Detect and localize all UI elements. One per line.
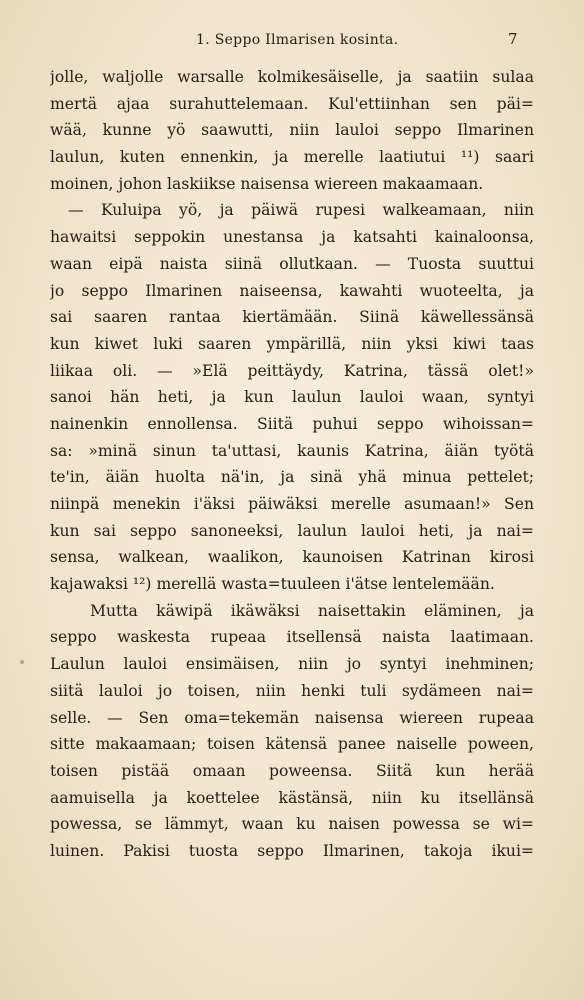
text-line: te'in, äiän huolta nä'in, ja sinä yhä minua pettelet; <box>50 468 534 487</box>
text-line: sitte makaamaan; toisen kätensä panee naiselle poween, <box>50 735 534 754</box>
text-line: wää, kunne yö saawutti, niin lauloi seppo Ilmarinen <box>50 121 534 140</box>
text-line: — Kuluipa yö, ja päiwä rupesi walkeamaan, niin <box>68 201 534 220</box>
text-line: nainenkin ennollensa. Siitä puhui seppo wihoissan= <box>50 414 534 433</box>
text-line: sensa, walkean, waalikon, kaunoisen Katrinan kirosi <box>50 548 534 567</box>
text-line: luinen. Pakisi tuosta seppo Ilmarinen, takoja ikui= <box>50 841 534 860</box>
text-line: sa: »minä sinun ta'uttasi, kaunis Katrina, äiän työtä <box>50 441 534 460</box>
text-line: niinpä menekin i'äksi päiwäksi merelle asumaan!» Sen <box>50 495 534 513</box>
body-text <box>50 64 534 865</box>
text-line: Mutta käwipä ikäwäksi naisettakin eläminen, ja <box>90 601 534 620</box>
text-line: siitä lauloi jo toisen, niin henki tuli sydämeen nai= <box>50 681 534 700</box>
text-line: Laulun lauloi ensimäisen, niin jo syntyi inehminen; <box>50 655 534 674</box>
page-header <box>0 26 584 56</box>
text-line: kun sai seppo sanoneeksi, laulun lauloi heti, ja nai= <box>50 521 534 540</box>
running-title: 1. Seppo Ilmarisen kosinta. <box>196 32 399 48</box>
text-line: sanoi hän heti, ja kun laulun lauloi waan, syntyi <box>50 388 534 407</box>
text-line: laulun, kuten ennenkin, ja merelle laatiutui ¹¹) saari <box>50 148 534 167</box>
text-line: aamuisella ja koettelee kästänsä, niin ku itsellänsä <box>50 788 534 807</box>
text-line: kajawaksi ¹²) merellä wasta=tuuleen i'ätse lentelemään. <box>50 575 495 594</box>
text-line: toisen pistää omaan poweensa. Siitä kun herää <box>50 761 534 780</box>
text-line: kun kiwet luki saaren ympärillä, niin yksi kiwi taas <box>50 334 534 353</box>
text-line: jo seppo Ilmarinen naiseensa, kawahti wuoteelta, ja <box>50 281 534 300</box>
text-line: jolle, waljolle warsalle kolmikesäiselle, ja saatiin sulaa <box>50 68 534 86</box>
page-number: 7 <box>508 30 518 48</box>
text-line: moinen, johon laskiikse naisensa wiereen makaamaan. <box>50 174 484 193</box>
text-line: selle. — Sen oma=tekemän naisensa wiereen rupeaa <box>50 708 534 727</box>
text-line: powessa, se lämmyt, waan ku naisen powessa se wi= <box>50 815 534 834</box>
text-line: sai saaren rantaa kiertämään. Siinä käwellessänsä <box>50 308 534 327</box>
text-line: liikaa oli. — »Elä peittäydy, Katrina, tässä olet!» <box>50 361 534 380</box>
paper-spot <box>20 660 24 664</box>
text-line: mertä ajaa surahuttelemaan. Kul'ettiinhan sen päi= <box>50 94 534 113</box>
text-line: waan eipä naista siinä ollutkaan. — Tuosta suuttui <box>50 254 534 273</box>
text-line: hawaitsi seppokin unestansa ja katsahti kainaloonsa, <box>50 228 534 247</box>
text-line: seppo waskesta rupeaa itsellensä naista laatimaan. <box>50 628 534 647</box>
